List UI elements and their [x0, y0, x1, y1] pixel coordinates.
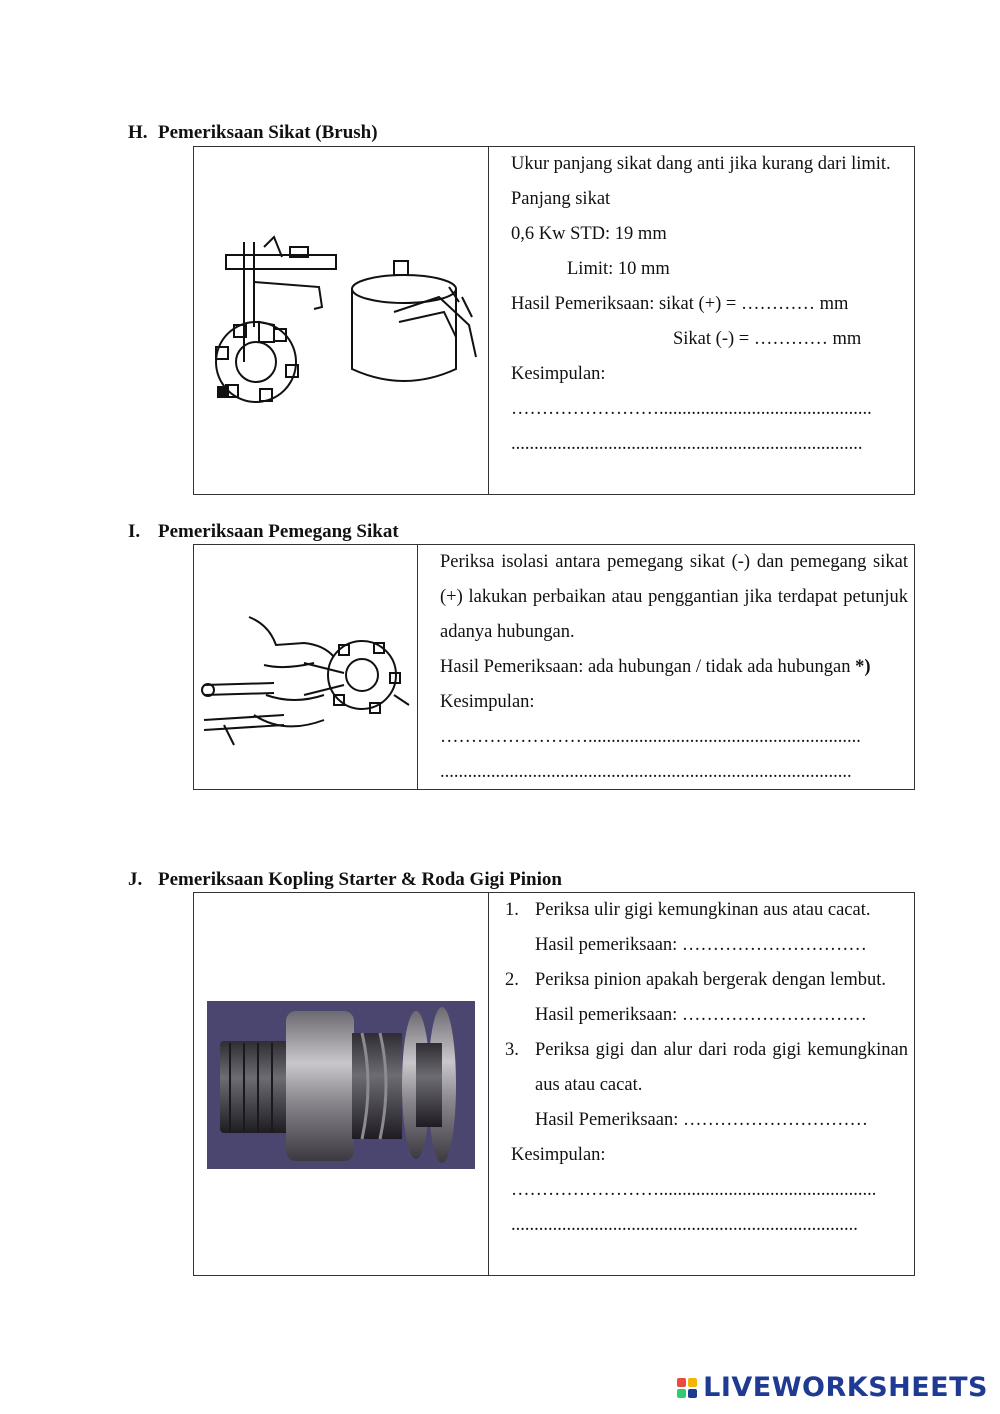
step-body — [535, 893, 908, 963]
pinion-photo — [194, 893, 489, 1275]
section-j-step-1 — [505, 893, 908, 963]
step-body — [535, 1033, 908, 1138]
logo-square — [688, 1378, 697, 1387]
section-i-conclusion-line-1[interactable]: ……………………........................................................... — [440, 727, 861, 747]
section-j-conclusion-label: Kesimpulan: — [511, 1145, 606, 1165]
step-text: Periksa ulir gigi kemungkinan aus atau cacat. — [535, 900, 871, 920]
step-text: Periksa gigi dan alur dari roda gigi kemungkinan aus atau cacat. — [535, 1040, 908, 1095]
section-h-length-label: Panjang sikat — [511, 189, 611, 209]
caliper-illustration — [194, 147, 489, 494]
starter-clutch-pinion-photo-icon — [194, 893, 489, 1275]
section-j-box — [193, 892, 915, 1276]
section-h-letter: H. — [128, 122, 148, 143]
section-i-heading — [128, 521, 399, 543]
tester-illustration — [194, 545, 418, 789]
section-h-conclusion-line-2[interactable]: ............................................................................ — [511, 434, 863, 454]
logo-square — [688, 1389, 697, 1398]
logo-square — [677, 1378, 686, 1387]
logo-text: LIVEWORKSHEETS — [703, 1372, 988, 1403]
step-body — [535, 963, 908, 1033]
section-i-letter: I. — [128, 521, 141, 542]
section-i-result-text[interactable]: Hasil Pemeriksaan: ada hubungan / tidak ada hubungan — [440, 657, 856, 677]
section-h-conclusion-label: Kesimpulan: — [511, 364, 606, 384]
section-h-result-negative[interactable]: Sikat (-) = ………… mm — [673, 329, 862, 349]
liveworksheets-logo — [677, 1372, 988, 1403]
section-j-conclusion-line-2[interactable]: ........................................................................... — [511, 1215, 858, 1235]
step-number: 1. — [505, 900, 519, 920]
step-result[interactable]: Hasil pemeriksaan: ………………………… — [535, 935, 867, 955]
step-number: 2. — [505, 970, 519, 990]
section-h-instruction: Ukur panjang sikat dang anti jika kurang dari limit. — [511, 154, 891, 174]
section-j-step-3 — [505, 1033, 908, 1138]
section-j-conclusion-line-1[interactable]: ……………………............................................... — [511, 1180, 877, 1200]
section-i-instruction: Periksa isolasi antara pemegang sikat (-) dan pemegang sikat (+) lakukan perbaikan atau penggantian jika terdapat petunjuk adanya hubungan. — [440, 552, 908, 642]
section-j-steps — [505, 893, 908, 1138]
section-h-limit: Limit: 10 mm — [567, 259, 670, 279]
section-h-std: 0,6 Kw STD: 19 mm — [511, 224, 667, 244]
section-h-conclusion-line-1[interactable]: …………………….............................................. — [511, 399, 872, 419]
logo-mark-icon — [677, 1378, 697, 1398]
section-h-text — [489, 147, 914, 494]
step-text: Periksa pinion apakah bergerak dengan lembut. — [535, 970, 887, 990]
section-i-result-footnote-mark: *) — [855, 657, 871, 677]
section-h-result-positive[interactable]: Hasil Pemeriksaan: sikat (+) = ………… mm — [511, 294, 849, 314]
section-i-result[interactable] — [440, 650, 908, 685]
section-i-conclusion-line-2[interactable]: ......................................................................................... — [440, 762, 852, 782]
section-i-text — [418, 545, 914, 789]
section-j-text — [489, 893, 914, 1275]
section-j-step-2 — [505, 963, 908, 1033]
brush-holder-tester-icon — [194, 545, 418, 789]
section-i-conclusion-label: Kesimpulan: — [440, 692, 535, 712]
section-i-title: Pemeriksaan Pemegang Sikat — [158, 521, 399, 542]
section-j-letter: J. — [128, 869, 143, 890]
logo-square — [677, 1389, 686, 1398]
caliper-brush-measurement-icon — [194, 147, 489, 494]
step-result[interactable]: Hasil Pemeriksaan: ………………………… — [535, 1110, 868, 1130]
step-result[interactable]: Hasil pemeriksaan: ………………………… — [535, 1005, 867, 1025]
section-h-heading — [128, 122, 378, 144]
section-h-box — [193, 146, 915, 495]
section-h-title: Pemeriksaan Sikat (Brush) — [158, 122, 378, 143]
section-j-title: Pemeriksaan Kopling Starter & Roda Gigi Pinion — [158, 869, 562, 890]
step-number: 3. — [505, 1040, 519, 1060]
section-j-heading — [128, 869, 562, 891]
section-i-box — [193, 544, 915, 790]
